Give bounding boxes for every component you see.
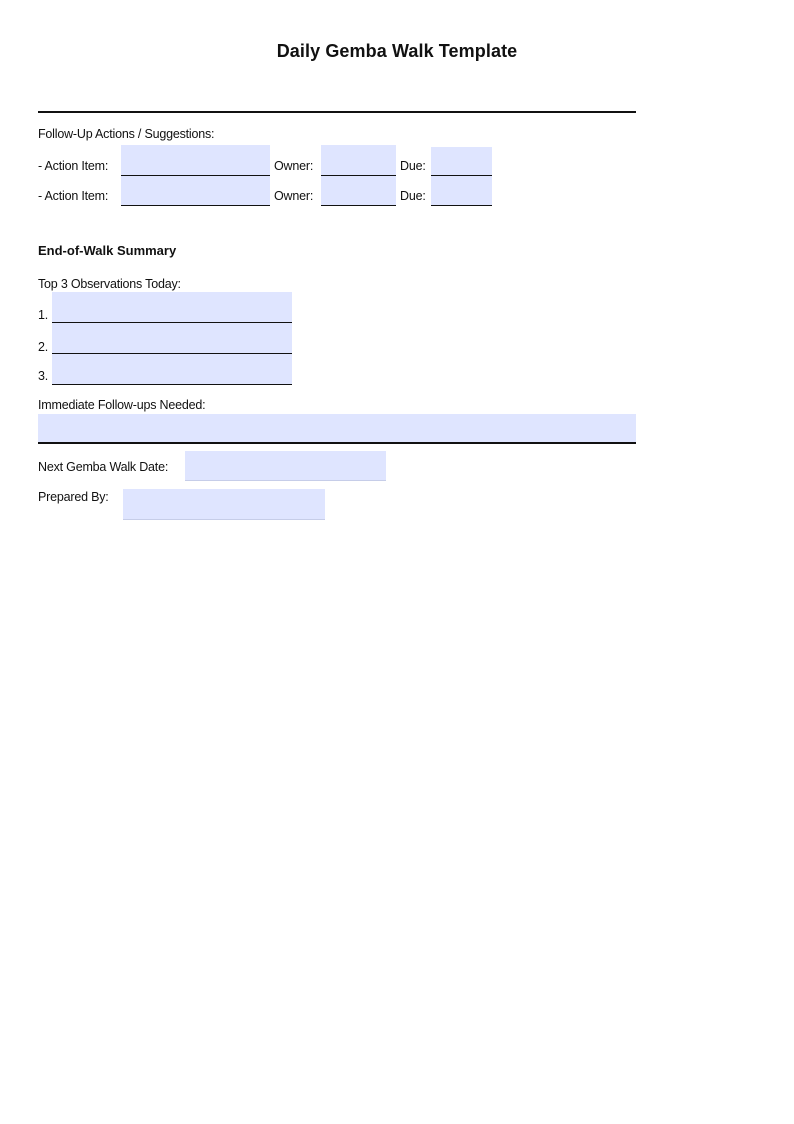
immediate-followups-field[interactable] (38, 414, 636, 444)
observation-field-2[interactable] (52, 323, 292, 354)
prepared-by-field[interactable] (123, 489, 325, 520)
title-divider (38, 111, 636, 113)
observation-number-1: 1. (38, 308, 49, 322)
observation-field-1[interactable] (52, 292, 292, 323)
due-label-2: Due: (400, 189, 426, 203)
observation-field-3[interactable] (52, 354, 292, 385)
page-title: Daily Gemba Walk Template (276, 41, 518, 61)
next-walk-date-label: Next Gemba Walk Date: (38, 460, 169, 474)
next-walk-date-field[interactable] (185, 451, 386, 481)
due-field-2[interactable] (431, 176, 492, 206)
observations-label: Top 3 Observations Today: (38, 277, 181, 291)
observation-number-2: 2. (38, 340, 49, 354)
action-item-label-2: - Action Item: (38, 189, 109, 203)
summary-heading: End-of-Walk Summary (38, 243, 177, 258)
immediate-followups-label: Immediate Follow-ups Needed: (38, 398, 206, 412)
owner-label-2: Owner: (274, 189, 314, 203)
observation-number-3: 3. (38, 369, 49, 383)
followup-heading: Follow-Up Actions / Suggestions: (38, 127, 215, 141)
prepared-by-label: Prepared By: (38, 490, 109, 504)
owner-label-1: Owner: (274, 159, 314, 173)
owner-field-2[interactable] (321, 176, 396, 206)
action-item-field-1[interactable] (121, 145, 270, 176)
owner-field-1[interactable] (321, 145, 396, 176)
action-item-field-2[interactable] (121, 176, 270, 206)
due-field-1[interactable] (431, 147, 492, 176)
action-item-label-1: - Action Item: (38, 159, 109, 173)
due-label-1: Due: (400, 159, 426, 173)
